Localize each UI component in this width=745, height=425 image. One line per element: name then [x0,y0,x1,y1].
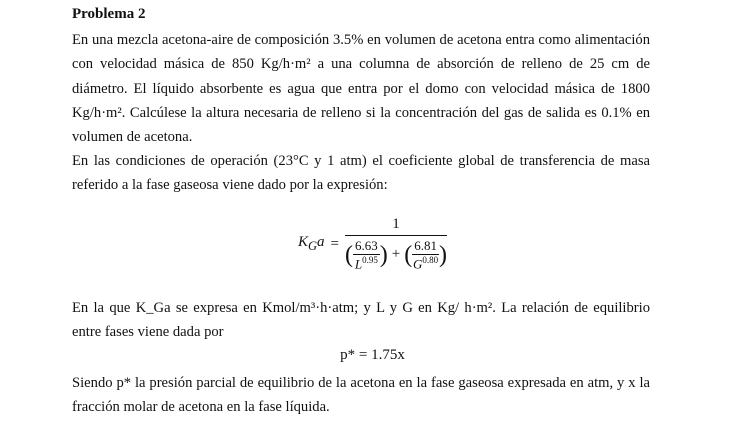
formula-term2: $\frac{6.81}{G^{0.80}}$ [413,237,439,272]
problem-statement-paragraph: En una mezcla acetona-aire de composición 3.5% en volumen de acetona entra como alimentación con velocidad másica de 850 Kg/h·m² a una columna de absorción de relleno de 25 cm de diámetro. El líquido absorbente es agua que entra por el domo con velocidad másica de 1800 Kg/h·m². Calcúlese la altura necesaria de relleno si la concentración del gas de salida es 0.1% en volumen de acetona. [72,32,650,146]
definition-paragraph: Siendo p* la presión parcial de equilibrio de la acetona en la fase gaseosa expresada en atm, y x la fracción molar de acetona en la fase líquida. [72,375,650,416]
formula-plus: + [391,246,401,263]
mass-transfer-formula [0,212,745,276]
formula-lhs: $K_Ga$ [298,234,325,253]
conditions-paragraph: En las condiciones de operación (23°C y 1 atm) el coeficiente global de transferencia de masa referido a la fase gaseosa viene dado por la expresión: [72,153,650,194]
units-paragraph: En la que K_Ga se expresa en Kmol/m³·h·atm; y L y G en Kg/ h·m². La relación de equilibrio entre fases viene dada por [72,300,650,341]
formula-denominator: ( $\frac{6.63}{L^{0.95}}$ ) + ( $\frac{6.81}{G^{0.80}}$ ) [345,235,447,272]
formula-equals: = [330,235,340,252]
formula-numerator: 1 [392,215,400,232]
equilibrium-equation: p* = 1.75x [340,347,405,363]
problem-title: Problema 2 [72,6,146,22]
formula-main-fraction [345,216,447,272]
formula-term1: $\frac{6.63}{L^{0.95}}$ [354,237,378,272]
